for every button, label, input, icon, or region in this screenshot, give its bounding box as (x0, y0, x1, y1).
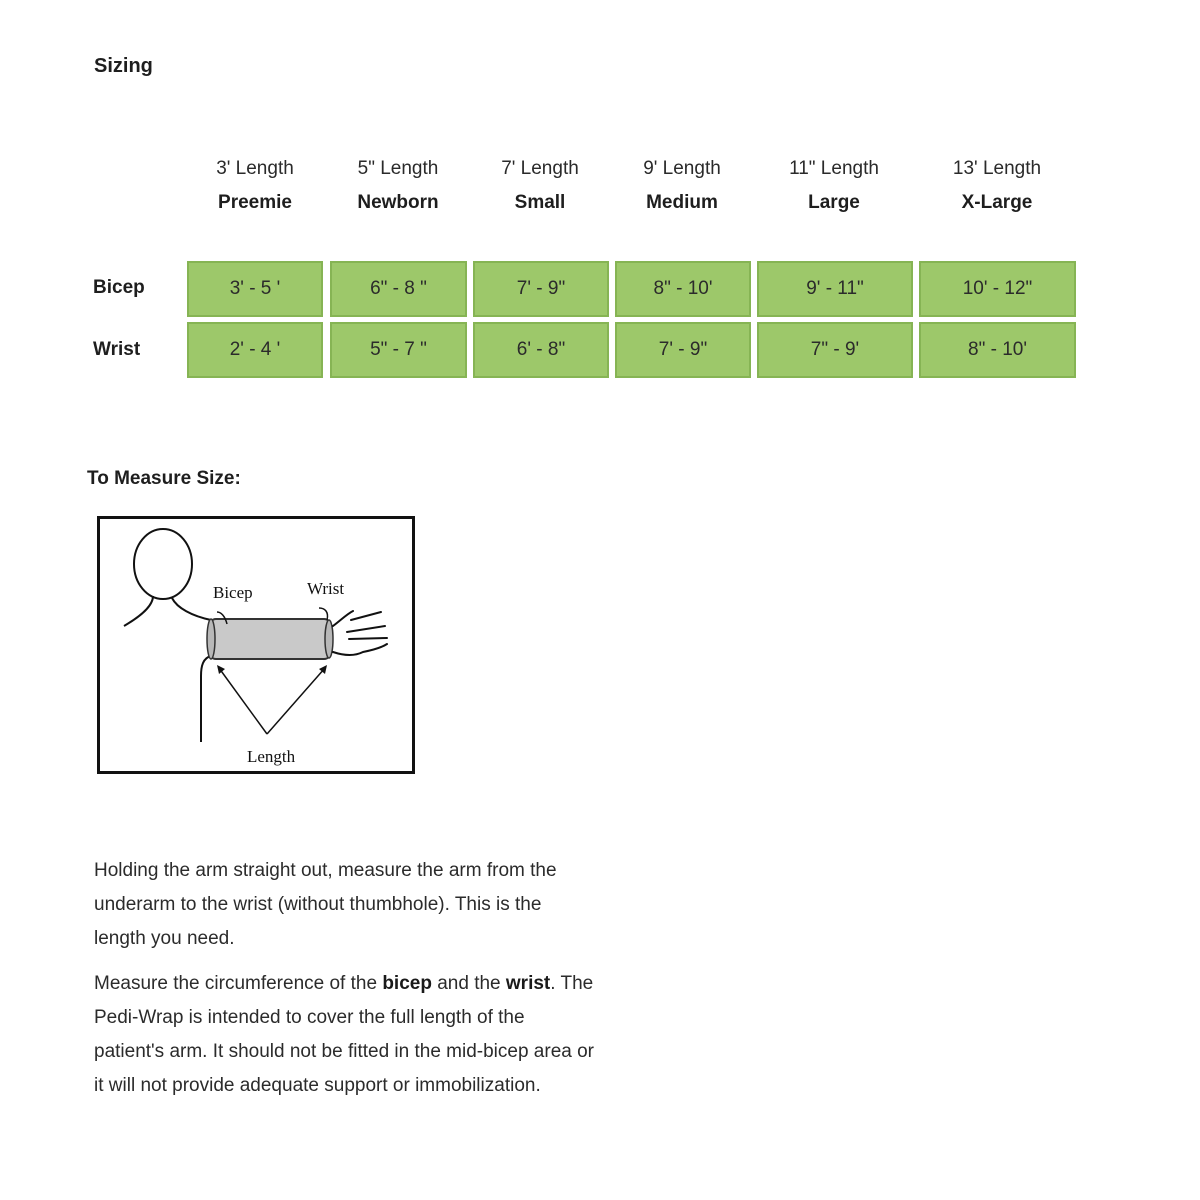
instruction-paragraph-2 (94, 967, 594, 1103)
table-cell: 7' - 9" (473, 261, 609, 317)
table-cell: 6" - 8 " (330, 261, 467, 317)
wrist-emphasis: wrist (505, 973, 551, 994)
diagram-label-length: Length (247, 747, 296, 766)
page-title: Sizing (94, 55, 153, 77)
table-cell: 9' - 11" (757, 261, 913, 317)
arm-measurement-diagram (97, 516, 415, 774)
bicep-emphasis: bicep (382, 973, 432, 994)
measure-heading: To Measure Size: (87, 468, 241, 489)
column-length-xlarge: 13' Length (952, 158, 1042, 179)
column-size-medium: Medium (646, 192, 718, 213)
column-length-medium: 9' Length (643, 158, 721, 179)
column-length-small: 7' Length (501, 158, 579, 179)
column-length-newborn: 5" Length (357, 158, 439, 179)
diagram-label-bicep: Bicep (213, 583, 253, 602)
table-cell: 6' - 8" (473, 322, 609, 378)
column-size-preemie: Preemie (218, 192, 292, 213)
table-cell: 5" - 7 " (330, 322, 467, 378)
column-size-small: Small (514, 192, 566, 213)
diagram-label-wrist: Wrist (307, 579, 345, 598)
paragraph-text: and the (431, 973, 506, 994)
column-length-preemie: 3' Length (216, 158, 294, 179)
table-cell: 8" - 10' (919, 322, 1076, 378)
table-cell: 7" - 9' (757, 322, 913, 378)
column-size-large: Large (808, 192, 860, 213)
instruction-paragraph-1: Holding the arm straight out, measure the arm from the underarm to the wrist (without thumbhole). This is the length you need. (94, 860, 557, 949)
table-cell: 2' - 4 ' (187, 322, 323, 378)
table-cell: 3' - 5 ' (187, 261, 323, 317)
table-cell: 8" - 10' (615, 261, 751, 317)
paragraph-text: Measure the circumference of the (94, 973, 383, 994)
row-label-bicep: Bicep (93, 277, 145, 298)
column-size-newborn: Newborn (357, 192, 439, 213)
column-length-large: 11" Length (789, 158, 879, 179)
column-size-xlarge: X-Large (961, 192, 1033, 213)
paragraph-text: . The Pedi-Wrap is intended to cover the full length of the patient's arm. It should not be fitted in the mid-bicep area or it will not provide adequate support or immobilization. (94, 973, 595, 1096)
table-cell: 10' - 12" (919, 261, 1076, 317)
table-cell: 7' - 9" (615, 322, 751, 378)
row-label-wrist: Wrist (93, 339, 141, 360)
